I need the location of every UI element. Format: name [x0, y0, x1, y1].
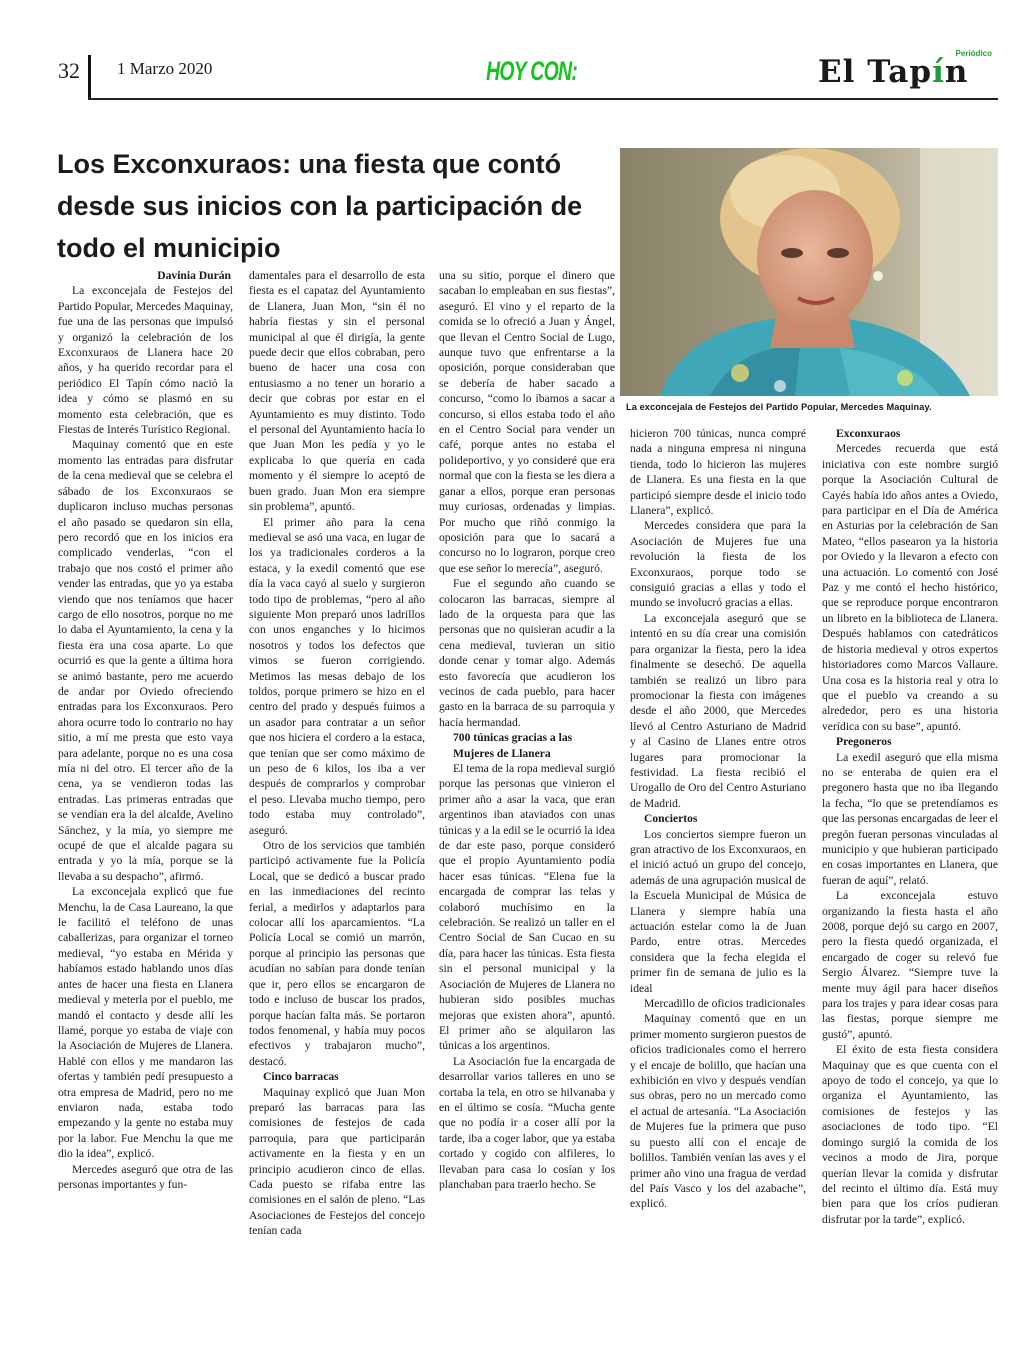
subheading: 700 túnicas gracias a las Mujeres de Llanera: [453, 731, 573, 760]
article-column-3: [439, 268, 615, 1192]
newspaper-logo: [818, 49, 998, 101]
paragraph: hicieron 700 túnicas, nunca compré nada a ninguna empresa ni ninguna tienda, todo lo hicieron las mujeres de Llanera. Es una fiesta en la que participó siempre desde el inicio todo Llanera”, explicó.: [630, 427, 806, 518]
photo-caption: La exconcejala de Festejos del Partido Popular, Mercedes Maquinay.: [626, 402, 932, 412]
article-column-4: [630, 426, 806, 1212]
paragraph: La exconcejala estuvo organizando la fiesta hasta el año 2008, porque dejó su cargo en 2007, pero la fiesta quedó organizada, el encargado de coger su relevó fue Sergio Álvarez. “Siempre tuve la mente muy ágil para hacer diseños para los trajes y para idear cosas para las fiestas, porque siempre me gustó”, apuntó.: [822, 889, 998, 1041]
paragraph: Maquinay comentó que en un primer momento surgieron puestos de oficios tradicionales como el herrero y el encaje de bolillo, que hacían una exhibición en vivo y después vendían sus obras, pero no un mercado como el actual de artesanía. “La Asociación de Mujeres fue la primera que puso su puesto allí con el encaje de bolillos. También venían las aves y el primer año vino una fragua de verdad del País Vasco y los del azabache”, explicó.: [630, 1012, 806, 1211]
subheading: Conciertos: [644, 812, 698, 826]
page-number: 32: [58, 58, 80, 83]
paragraph: La exedil aseguró que ella misma no se enteraba de quien era el pregonero hasta que no iba llegando la fecha, “lo que se pretendíamos es que las personas encargadas de leer el pregón fueran personas vinculadas al municipio y que hubieran participado en cosas importantes en Llanera, que fueran de aquí”, relató.: [822, 750, 998, 887]
section-title: HOY CON:: [486, 56, 578, 86]
paragraph: una su sitio, porque el dinero que sacaban lo empleaban en sus fiestas”, aseguró. El vino y el reparto de la comida se lo ofreció a Juan y Ángel, que llevan el Centro Social de Lugo, aunque tuvo que enfrentarse a la oposición, porque consideraban que se debería de haber sacado a concurso, “como lo íbamos a sacar a concurso, si ellos estaba todo el año en el Centro Social para vender un café, porque antes no estaba el polideportivo, y yo consideré que era normal que con la fiesta se les diera a ganar a ellos, porque eran personas muy curiosas, ordenadas y limpias. Por mucho que riñó conmigo la oposición para que lo sacará a concurso no lo lograron, porque creo que ese señor lo merecía”, aseguró.: [439, 269, 615, 575]
paragraph: Mercadillo de oficios tradicionales: [644, 997, 806, 1011]
subheading: Pregoneros: [836, 735, 892, 749]
paragraph: Mercedes aseguró que otra de las personas importantes y fun-: [58, 1162, 233, 1191]
paragraph: El tema de la ropa medieval surgió porque las personas que vinieron el primer año a asar la vaca, que eran argentinos iban ataviados con unas túnicas y a la edil se le ocurrió la idea de dar este paso, porque consideró que el propio Ayuntamiento podía hacer esas túnicas. “Elena fue la encargada de comprar las telas y colaboró muchísimo en la celebración. Se realizó un taller en el Centro Social de San Cucao en su día, para hacer las túnicas. Esta fiesta sin el personal municipal y la Asociación de Mujeres de Llanera no hubieran sido posibles muchas mejoras que existen ahora”, apuntó. El primer año se alquilaron las túnicas a los argentinos.: [439, 762, 615, 1053]
byline: Davinia Durán: [157, 269, 231, 282]
paragraph: El éxito de esta fiesta considera Maquinay que es que cuenta con el apoyo de todo el concejo, ya que lo organiza el Ayuntamiento, las comisiones de festejos y las asociaciones de todo tipo. “El domingo surgió la comida de los vecinos a modo de Jira, porque querían llevar la comida y disfrutar del recinto el último día. Está muy bien para que los críos pudieran disfrutar por la tarde”, explicó.: [822, 1043, 998, 1226]
paragraph: La exconcejala aseguró que se intentó en su día crear una comisión para organizar la fiesta, pero la idea finalmente se desechó. De aquella también se realizó un libro para promocionar la fiesta con imágenes desde el año 2000, que Mercedes llevó al Centro Asturiano de Madrid y al Casino de Llanes entre otros lugares para promocionar la festividad. La fiesta recibió el Urogallo de Oro del Centro Asturiano de Madrid.: [630, 611, 806, 810]
logo-tagline: Periódico: [955, 49, 992, 58]
paragraph: La exconcejala de Festejos del Partido Popular, Mercedes Maquinay, fue una de las personas que impulsó y organizó la celebración de los Exconxuraos de Llanera hace 20 años, y ha querido recordar para el periódico El Tapín cómo nació la idea y cómo se plasmó en su momento esta celebración, que es Fiestas de Interés Turístico Regional.: [58, 284, 233, 437]
logo-wordmark: El Tapín: [818, 54, 969, 90]
paragraph: Los conciertos siempre fueron un gran atractivo de los Exconxuraos, en el inició actuó un grupo del concejo, además de una agrupación musical de la Escuela Municipal de Música de Llanera y siempre había una actuación estelar como la de Juan Pardo, entre otras. Mercedes considera que la fecha elegida el primer fin de semana de julio es la ideal: [630, 827, 806, 995]
paragraph: Mercedes recuerda que está iniciativa con este nombre surgió porque la Asociación Cultural de Cayés había ido años antes a Oviedo, para participar en el Día de América en Asturias por la celebración de San Mateo, “ellos pasearon ya la historia por Oviedo y la llevaron a efecto con una actuación. Lo comentó con José Paz y me contó el hecho histórico, que se reproduce porque encontraron un libreto en la biblioteca de Llanera. Después hablamos con catedráticos de historia medieval y otros expertos historiadores como Marcos Vallaure. Una cosa es la historia real y otra lo que el pueblo va creando a su alrededor, pero es una historia verídica con su base”, apuntó.: [822, 442, 998, 733]
paragraph: La Asociación fue la encargada de desarrollar varios talleres en uno se cortaba la tela, en otro se hilvanaba y en el último se cosía. “Mucha gente que no podía ir a coser allí por la tarde, iba a coger labor, que ya estaba cortado y cogido con alfileres, lo llevaban para casa lo cosían y los planchaban para traerlo hecho. Se: [439, 1054, 615, 1191]
issue-date: 1 Marzo 2020: [117, 59, 213, 78]
article-photo: [620, 148, 998, 396]
article-headline: Los Exconxuraos: una fiesta que contó desde sus inicios con la participación de todo el municipio: [57, 149, 583, 263]
article-column-2: [249, 268, 425, 1239]
article-column-5: [822, 426, 998, 1227]
header-rule: [88, 98, 998, 100]
article-column-1: [58, 268, 233, 1192]
subheading: Exconxuraos: [836, 427, 901, 440]
paragraph: El primer año para la cena medieval se asó una vaca, en lugar de los ya tradicionales corderos a la estaca, y la exedil comentó que ese día la vaca cayó al suelo y surgieron todo tipo de problemas, “pero al año siguiente Mon preparó unos ladrillos con unos enganches y lo hicimos nosotros y todos los defectos que vimos se fueron corrigiendo. Metimos las mesas debajo de los toldos, porque primero se hizo en el centro del prado y después fuimos a un asador para contratar a un señor que nos hiciera el cordero a la estaca, que tenían que ser como máximo de un peso de 6 kilos, los iba a ver después de comprarlos y comprobar el peso. Llevaba mucho tiempo, pero todo estaba muy controlado”, aseguró.: [249, 515, 425, 837]
paragraph: damentales para el desarrollo de esta fiesta es el capataz del Ayuntamiento de Llanera, Juan Mon, “sin él no habría fiestas y sin el personal municipal al que él dirigía, la gente puede decir que ellos cobraban, pero bueno de hacer una cosa con entusiasmo a no tener un horario a decir que cobras por estar en el Ayuntamiento es muy distinto. Todo el personal del Ayuntamiento hacía lo que Juan Mon les pedía y yo le explicaba lo que quería en cada momento y él siempre lo aceptó de buen grado. Juan Mon era siempre sin problema”, apuntó.: [249, 269, 425, 514]
paragraph: Maquinay comentó que en este momento las entradas para disfrutar de la cena medieval que se celebra el sábado de los Exconxuraos se duplicaron incluso muchas personas el año pasado se quedaron sin ella, pero recordó que en los inicios era complicado venderlas, “con el trabajo que nos costó el primer año vender las entradas, que yo ya estaba viendo que nos teníamos que hacer cargo de ello nosotros, porque no me lo daba el Ayuntamiento, la cena y la fiesta era una cosa aparte. Lo que ocurrió es que la gente a última hora se animó bastante, pero me acuerdo de andar por Oviedo ofreciendo entradas para los Exconxuraos. Pero ahora ocurre todo lo contrario no hay sitio, a mí me presta que esto vaya para adelante, porque no es una cosa mía ni del otro. El tercer año de la cena, ya se vendieron todas las entradas. Las primeras entradas que se vendían era la del alcalde, Avelino Sánchez, y la mía, yo siempre me ocupé de que el alcalde pagara su entrada y yo la mía, porque se la llevaba a su despacho”, afirmó.: [58, 438, 233, 883]
paragraph: La exconcejala explicó que fue Menchu, la de Casa Laureano, la que le facilitó el teléfono de unas caballerizas, para organizar el torneo medieval, “yo estaba en Mérida y habíamos estado hablando unos días antes de hacer una fiesta en Llanera medieval y meterla por el pueblo, me mandó el contacto y desde allí les llamé, porque yo estaba de viaje con la Asociación de Mujeres de Llanera. Hablé con ellos y me mandaron las ofertas y también pedí presupuesto a otra empresa de Madrid, pero no me enviaron nada, estaba todo empezando y la gente no estaba muy por la labor. Fue Menchu la que me dio la idea”, explicó.: [58, 885, 233, 1161]
header-divider: [88, 55, 91, 99]
paragraph: Maquinay explicó que Juan Mon preparó las barracas para las comisiones de festejos de cada parroquia, para que participarán activamente en la fiesta y en un principio acudieron cinco de ellas. Cada puesto se rifaba entre las comisiones en el salón de pleno. “Las Asociaciones de Festejos del concejo tenían cada: [249, 1085, 425, 1238]
paragraph: Otro de los servicios que también participó activamente fue la Policía Local, que se dedicó a buscar prado en las inmediaciones del recinto ferial, a medirlos y adaptarlos para colocar allí los aparcamientos. “La Policía Local se comió un marrón, porque al principio las personas que acudían no sabían para donde tenían que ir, pero ellos se encargaron de todo e incluso de buscar los prados, porque hacían falta más. Se portaron todos fenomenal, y había muy pocos efectivos y trabajaron mucho”, destacó.: [249, 839, 425, 1068]
paragraph: Fue el segundo año cuando se colocaron las barracas, siempre al lado de la orquesta para que las personas que no quisieran acudir a la cena medieval, tuvieran un sitio donde cenar y tomar algo. Además esto favorecía que acudieron los vecinos de cada pueblo, para hacer gasto en la barraca de su parroquia y hacía hermandad.: [439, 577, 615, 729]
paragraph: Mercedes considera que para la Asociación de Mujeres fue una revolución la fiesta de los Exconxuraos, porque todo se consiguió gracias a ellas y todo el mundo se involucró gracias a ellas.: [630, 519, 806, 610]
subheading: Cinco barracas: [263, 1070, 339, 1084]
